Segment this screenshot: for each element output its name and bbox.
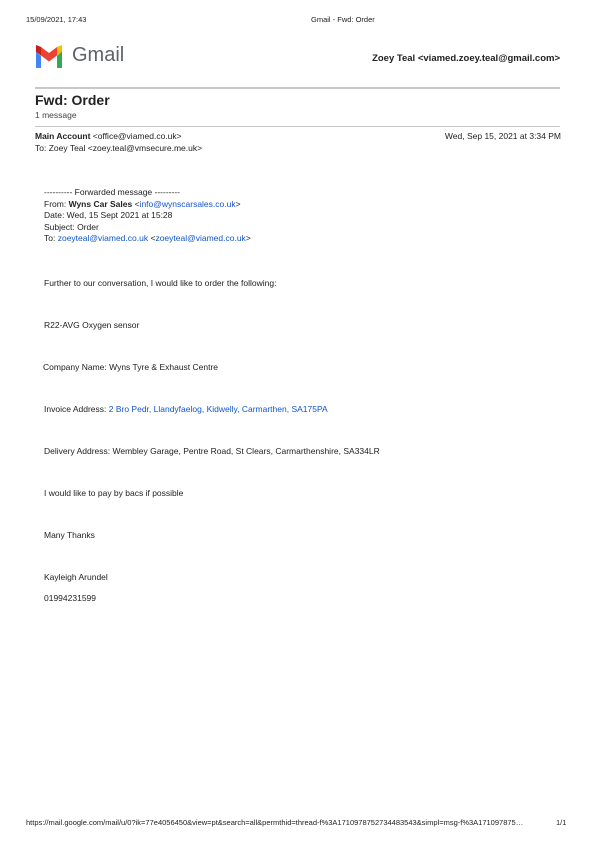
- forward-from-name: Wyns Car Sales: [68, 199, 133, 209]
- body-company: Company Name: Wyns Tyre & Exhaust Centre: [43, 362, 219, 372]
- account-name: Zoey Teal: [372, 53, 416, 64]
- subject-divider: [35, 126, 560, 127]
- message-sender: [35, 131, 182, 141]
- invoice-address-link[interactable]: 2 Bro Pedr, Llandyfaelog, Kidwelly, Carmarthen, SA175PA: [108, 404, 328, 414]
- gmail-wordmark: Gmail: [72, 44, 125, 66]
- thread-subject: Fwd: Order: [35, 92, 110, 108]
- bracket-close: >: [245, 233, 251, 243]
- header-divider: [35, 87, 560, 89]
- body-thanks: Many Thanks: [44, 530, 95, 540]
- footer-url: https://mail.google.com/mail/u/0?ik=77e4056450&view=pt&search=all&permthid=thread-f%3A1710978752734483543&simpl=msg-f%3A171097875…: [26, 818, 524, 827]
- message-count: 1 message: [35, 110, 77, 120]
- forward-to-label: To:: [44, 233, 56, 243]
- invoice-label: Invoice Address:: [44, 404, 107, 414]
- body-intro: Further to our conversation, I would like to order the following:: [44, 278, 277, 288]
- account-email: <viamed.zoey.teal@gmail.com>: [417, 53, 560, 64]
- signature-phone: 01994231599: [44, 593, 97, 603]
- bracket-open: <: [134, 199, 140, 209]
- sender-name: Main Account: [35, 131, 91, 141]
- forward-from-label: From:: [44, 199, 67, 209]
- forward-from: [44, 199, 241, 209]
- bracket-open: <: [150, 233, 156, 243]
- body-delivery: Delivery Address: Wembley Garage, Pentre Road, St Clears, Carmarthenshire, SA334LR: [44, 446, 380, 456]
- print-datetime: 15/09/2021, 17:43: [26, 15, 87, 24]
- message-recipient: [35, 143, 202, 153]
- bracket-close: >: [235, 199, 241, 209]
- account-info: [372, 53, 560, 64]
- body-payment: I would like to pay by bacs if possible: [44, 488, 184, 498]
- forward-date: Date: Wed, 15 Sept 2021 at 15:28: [44, 210, 173, 220]
- message-date: Wed, Sep 15, 2021 at 3:34 PM: [444, 131, 561, 141]
- to-label: To:: [35, 143, 47, 153]
- sender-email: <office@viamed.co.uk>: [92, 131, 182, 141]
- forward-to: [44, 233, 251, 243]
- footer-page-number: 1/1: [556, 818, 567, 827]
- print-page-title: Gmail - Fwd: Order: [311, 15, 375, 24]
- body-item: R22-AVG Oxygen sensor: [44, 320, 140, 330]
- forward-to-email-link-2[interactable]: zoeyteal@viamed.co.uk: [155, 233, 246, 243]
- signature-name: Kayleigh Arundel: [44, 572, 108, 582]
- forward-separator: ---------- Forwarded message ---------: [44, 187, 180, 197]
- body-invoice: [44, 404, 328, 414]
- forward-subject: Subject: Order: [44, 222, 99, 232]
- to-value: Zoey Teal <zoey.teal@vmsecure.me.uk>: [48, 143, 203, 153]
- forward-to-email-link[interactable]: zoeyteal@viamed.co.uk: [57, 233, 149, 243]
- gmail-logo[interactable]: [34, 43, 130, 71]
- forward-from-email-link[interactable]: info@wynscarsales.co.uk: [139, 199, 236, 209]
